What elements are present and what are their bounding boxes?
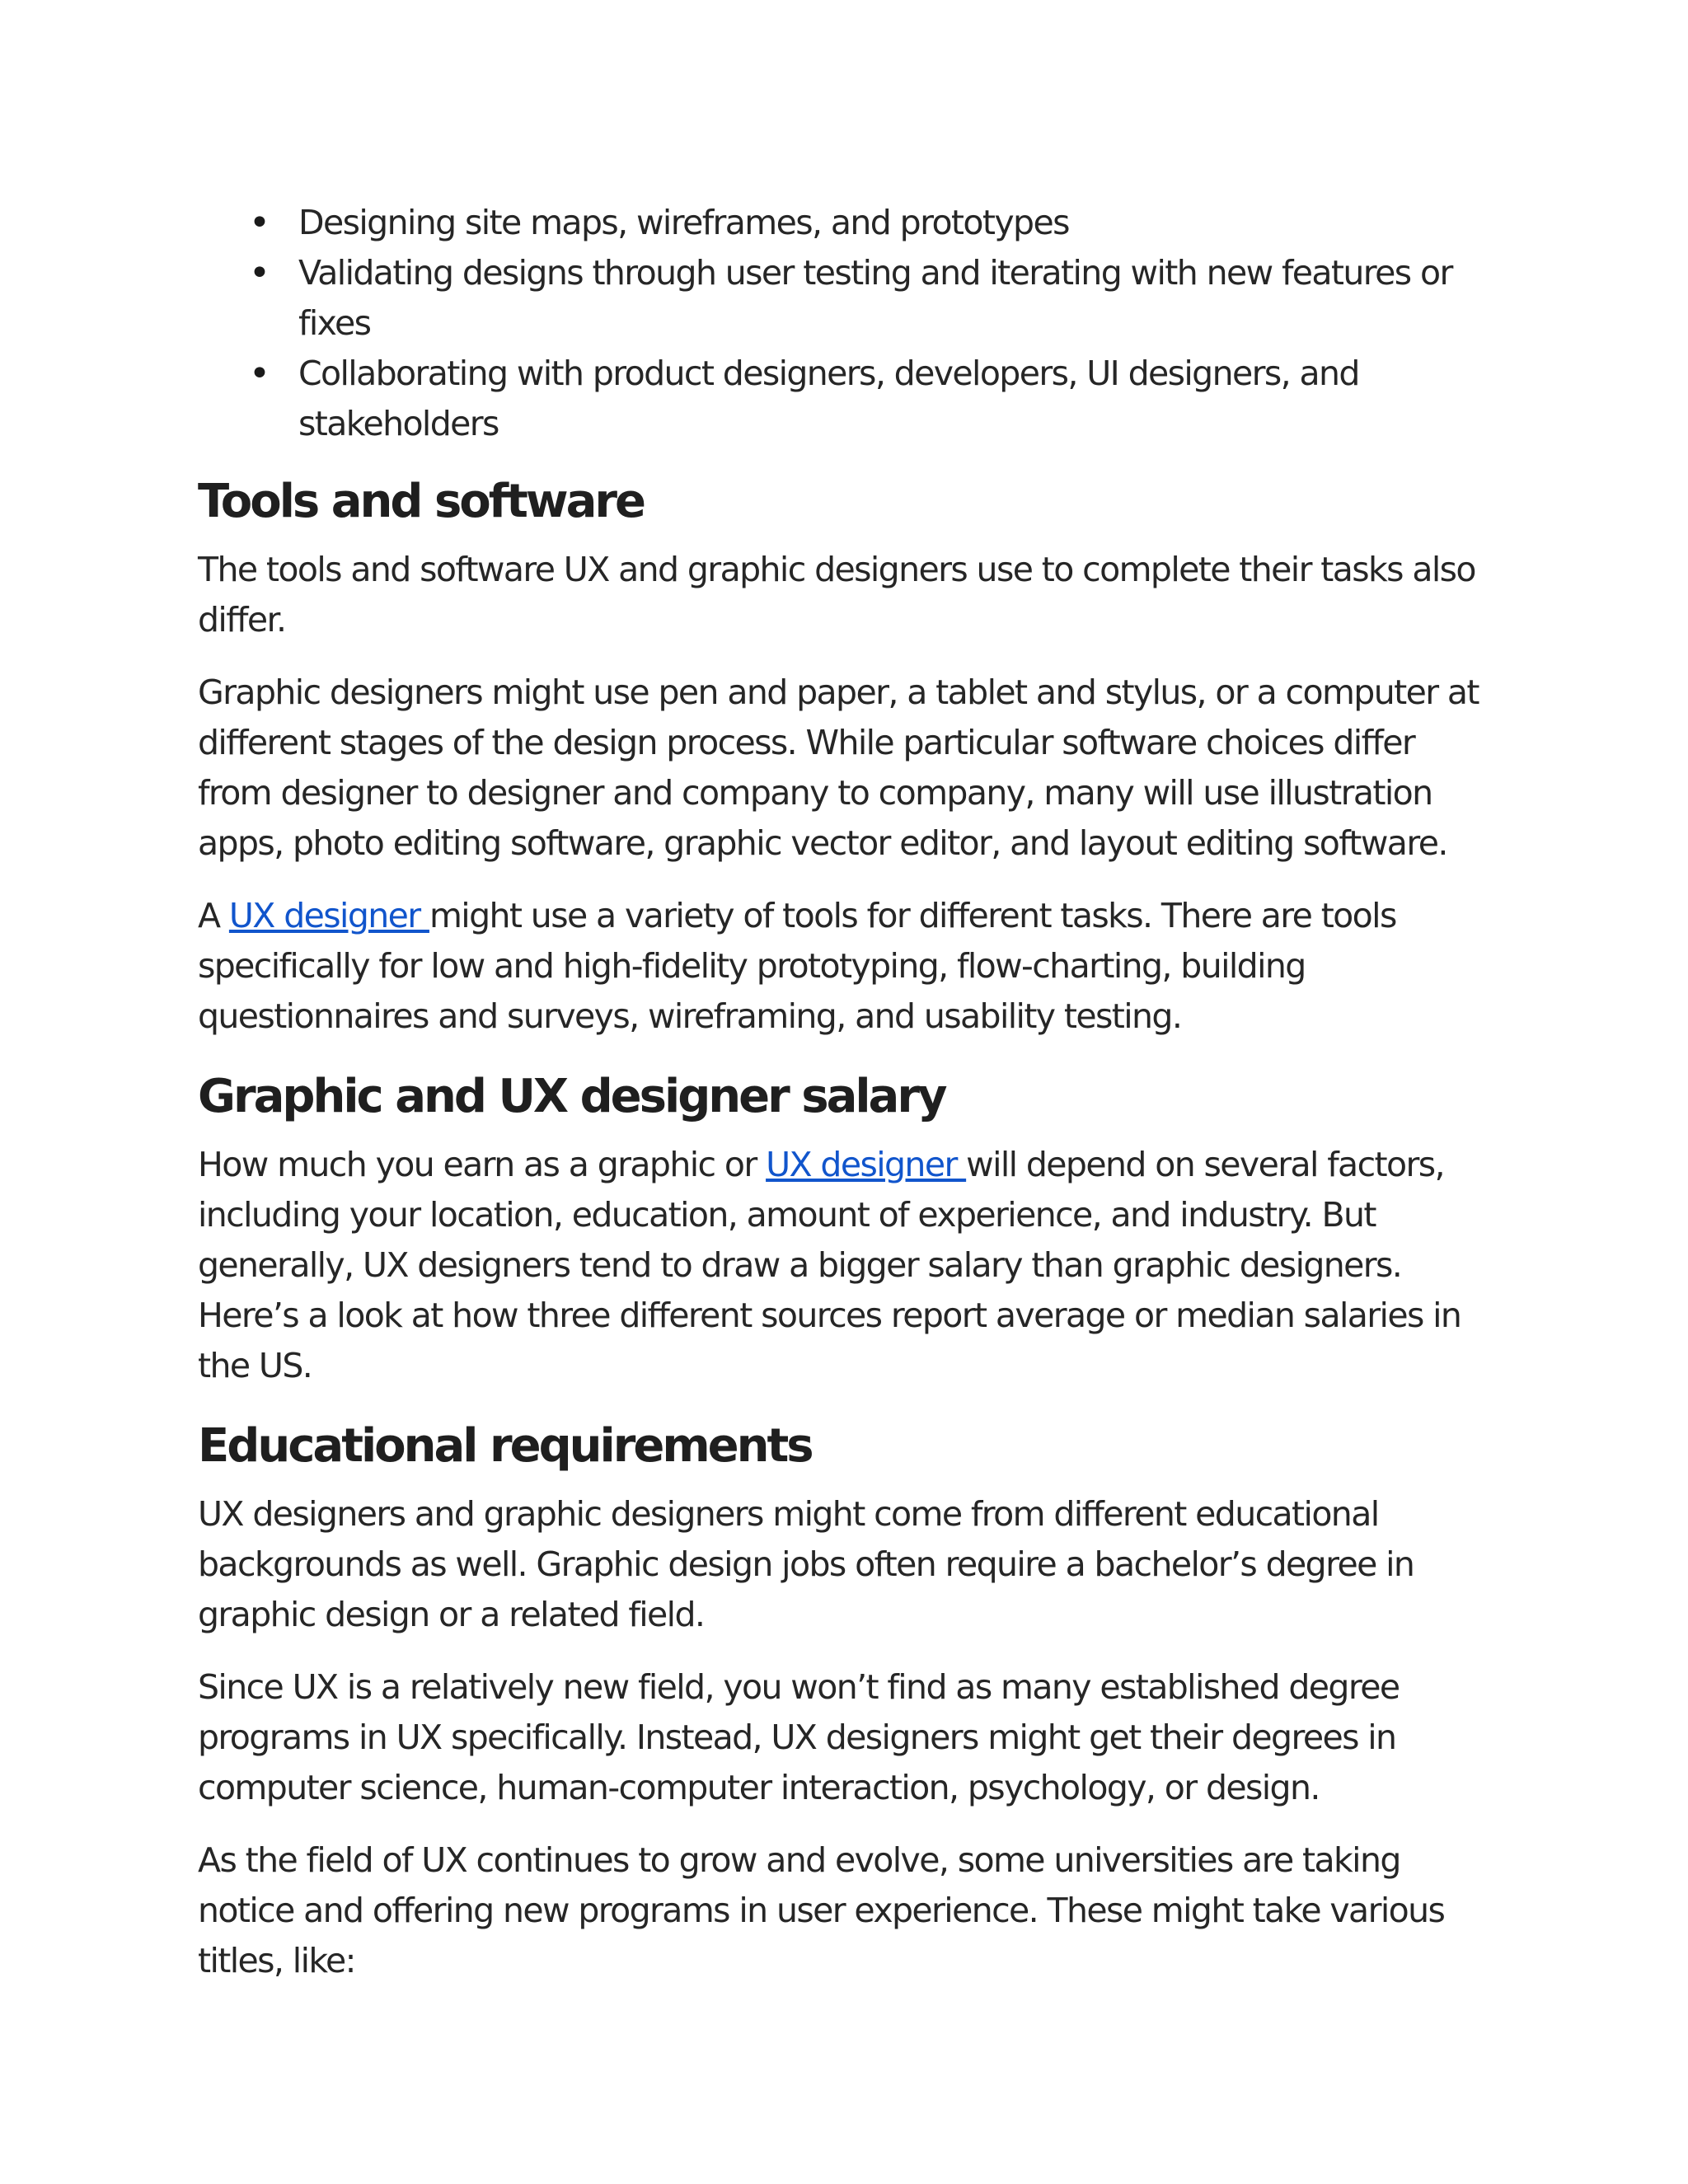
responsibilities-list bbox=[198, 198, 1484, 449]
ux-designer-link[interactable]: UX designer bbox=[228, 896, 429, 935]
salary-heading: Graphic and UX designer salary bbox=[198, 1070, 945, 1123]
tools-paragraph-3 bbox=[198, 891, 1484, 1042]
tools-paragraph-1: The tools and software UX and graphic designers use to complete their tasks also differ. bbox=[198, 550, 1475, 640]
education-paragraph-3: As the field of UX continues to grow and evolve, some universities are taking notice and offering new programs in user experience. These might take various titles, like: bbox=[198, 1840, 1445, 1980]
list-item: • Designing site maps, wireframes, and prototypes bbox=[298, 198, 1484, 248]
salary-paragraph-start: How much you earn as a graphic or bbox=[198, 1145, 767, 1184]
list-item: • Collaborating with product designers, developers, UI designers, and stakeholders bbox=[298, 349, 1484, 449]
tools-paragraph-2: Graphic designers might use pen and paper, a tablet and stylus, or a computer at different stages of the design process. While particular software choices differ from designer to designer and company to company, many will use illustration apps, photo editing software, graphic vector editor, and layout editing software. bbox=[198, 673, 1479, 863]
education-paragraph-1: UX designers and graphic designers might come from different educational backgrounds as well. Graphic design jobs often require a bachelor’s degree in graphic design or a related field. bbox=[198, 1494, 1414, 1634]
list-item: • Validating designs through user testing and iterating with new features or fixes bbox=[298, 248, 1484, 349]
education-heading: Educational requirements bbox=[198, 1419, 812, 1473]
ux-designer-salary-link[interactable]: UX designer bbox=[766, 1145, 967, 1184]
salary-paragraph bbox=[198, 1140, 1484, 1391]
education-paragraph-2: Since UX is a relatively new field, you won’t find as many established degree programs in UX specifically. Instead, UX designers might get their degrees in computer science, human-computer interaction, psychology, or design. bbox=[198, 1667, 1400, 1807]
salary-paragraph-end: will depend on several factors, including your location, education, amount of experience, and industry. But generally, UX designers tend to draw a bigger salary than graphic designers. Here’s a look at how three different sources report average or median salaries in the US. bbox=[198, 1145, 1461, 1385]
tools-heading: Tools and software bbox=[198, 475, 645, 528]
document-page bbox=[198, 198, 1484, 2008]
tools-paragraph-3-start: A bbox=[198, 896, 229, 935]
tools-paragraph-3-end: might use a variety of tools for different tasks. There are tools specifically for low and high-fidelity prototyping, flow-charting, building questionnaires and surveys, wireframing, and usability testing. bbox=[198, 896, 1396, 1036]
